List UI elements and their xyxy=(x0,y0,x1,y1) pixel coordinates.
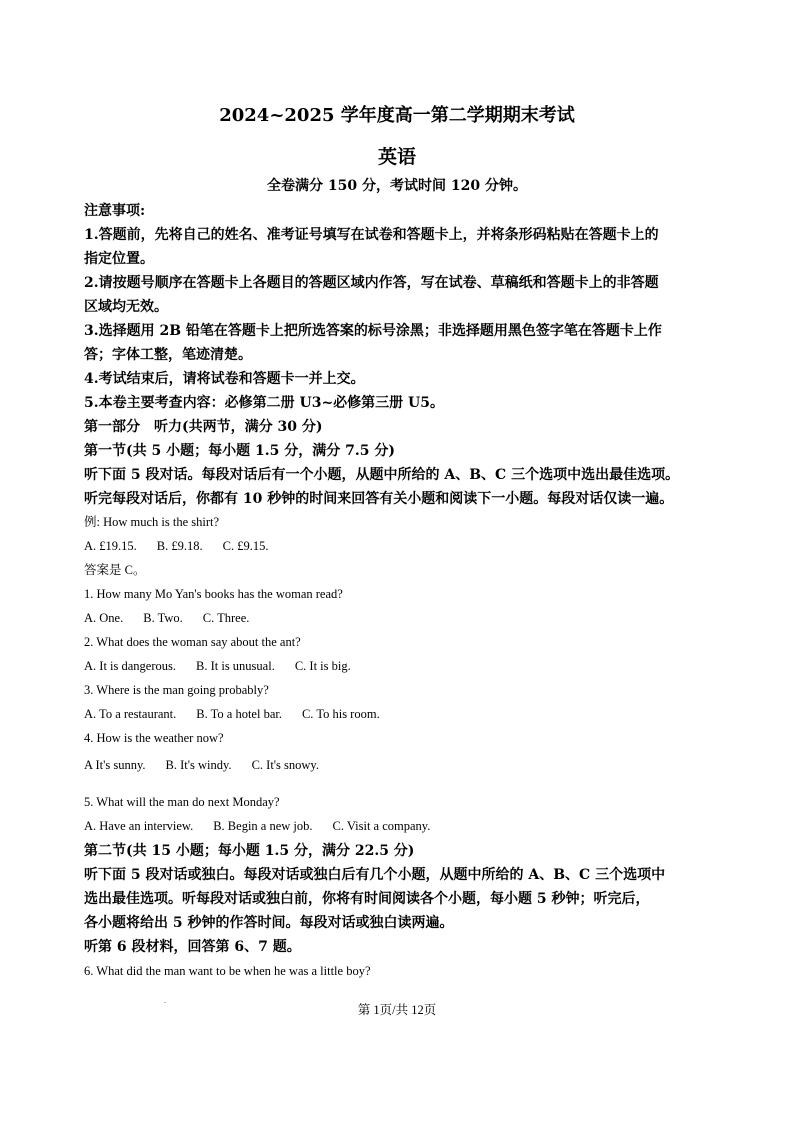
exam-info: 全卷满分 150 分，考试时间 120 分钟。 xyxy=(267,178,527,194)
option-c: C. Visit a company. xyxy=(332,819,431,833)
note-line: 5.本卷主要考查内容：必修第二册 U3~必修第三册 U5。 xyxy=(84,395,444,411)
section1-instruction: 听完每段对话后，你都有 10 秒钟的时间来回答有关小题和阅读下一小题。每段对话仅读一遍。 xyxy=(84,491,674,507)
option-b: B. Two. xyxy=(143,611,183,625)
question-3: 3. Where is the man going probably? xyxy=(84,683,269,697)
note-line: 区域均无效。 xyxy=(84,299,168,315)
material-6-heading: 听第 6 段材料，回答第 6、7 题。 xyxy=(84,939,301,955)
subject-title: 英语 xyxy=(377,146,416,168)
section1-heading: 第一节(共 5 小题；每小题 1.5 分，满分 7.5 分) xyxy=(84,443,395,459)
option-a: A. One. xyxy=(84,611,124,625)
question-5: 5. What will the man do next Monday? xyxy=(84,795,280,809)
option-c: C. It is big. xyxy=(294,659,351,673)
option-a: A. £19.15. xyxy=(84,539,137,553)
option-c: C. It's snowy. xyxy=(251,758,319,772)
stray-mark: . xyxy=(164,996,166,1005)
example-question: 例: How much is the shirt? xyxy=(84,515,220,529)
page-number: 第 1页/共 12页 xyxy=(357,1003,437,1017)
part1-heading: 第一部分 听力(共两节，满分 30 分) xyxy=(84,419,323,435)
note-line: 指定位置。 xyxy=(84,251,154,267)
option-b: B. To a hotel bar. xyxy=(196,707,282,721)
question-2-options xyxy=(84,657,371,675)
question-5-options xyxy=(84,817,450,835)
exam-title: 2024~2025 学年度高一第二学期期末考试 xyxy=(219,105,575,126)
note-line: 答；字体工整，笔迹清楚。 xyxy=(84,347,252,363)
note-line: 3.选择题用 2B 铅笔在答题卡上把所选答案的标号涂黑；非选择题用黑色签字笔在答题卡上作 xyxy=(84,323,662,339)
question-4: 4. How is the weather now? xyxy=(84,731,224,745)
question-3-options xyxy=(84,705,400,723)
example-answer: 答案是 C。 xyxy=(84,563,146,577)
option-a: A It's sunny. xyxy=(84,758,146,772)
section2-instruction: 各小题将给出 5 秒钟的作答时间。每段对话或独白读两遍。 xyxy=(84,915,454,931)
option-a: A. It is dangerous. xyxy=(84,659,176,673)
question-4-options xyxy=(84,756,339,774)
option-c: C. £9.15. xyxy=(222,539,269,553)
note-line: 2.请按题号顺序在答题卡上各题目的答题区域内作答，写在试卷、草稿纸和答题卡上的非答题 xyxy=(84,275,659,291)
option-b: B. £9.18. xyxy=(156,539,203,553)
section2-heading: 第二节(共 15 小题；每小题 1.5 分，满分 22.5 分) xyxy=(84,843,415,859)
section2-instruction: 听下面 5 段对话或独白。每段对话或独白后有几个小题，从题中所给的 A、B、C 三个选项中 xyxy=(84,867,666,883)
note-line: 1.答题前，先将自己的姓名、准考证号填写在试卷和答题卡上，并将条形码粘贴在答题卡上的 xyxy=(84,227,659,243)
note-line: 4.考试结束后，请将试卷和答题卡一并上交。 xyxy=(84,371,365,387)
option-a: A. To a restaurant. xyxy=(84,707,177,721)
question-2: 2. What does the woman say about the ant? xyxy=(84,635,301,649)
option-a: A. Have an interview. xyxy=(84,819,194,833)
section1-instruction: 听下面 5 段对话。每段对话后有一个小题，从题中所给的 A、B、C 三个选项中选出最佳选项。 xyxy=(84,467,680,483)
option-b: B. Begin a new job. xyxy=(213,819,313,833)
option-b: B. It is unusual. xyxy=(196,659,275,673)
option-c: C. To his room. xyxy=(301,707,380,721)
question-1-options xyxy=(84,609,269,627)
option-b: B. It's windy. xyxy=(165,758,232,772)
example-options xyxy=(84,537,288,555)
question-6: 6. What did the man want to be when he was a little boy? xyxy=(84,964,371,978)
option-c: C. Three. xyxy=(202,611,250,625)
section2-instruction: 选出最佳选项。听每段对话或独白前，你将有时间阅读各个小题，每小题 5 秒钟；听完后， xyxy=(84,891,650,907)
notes-heading: 注意事项: xyxy=(84,203,146,219)
question-1: 1. How many Mo Yan's books has the woman read? xyxy=(84,587,343,601)
